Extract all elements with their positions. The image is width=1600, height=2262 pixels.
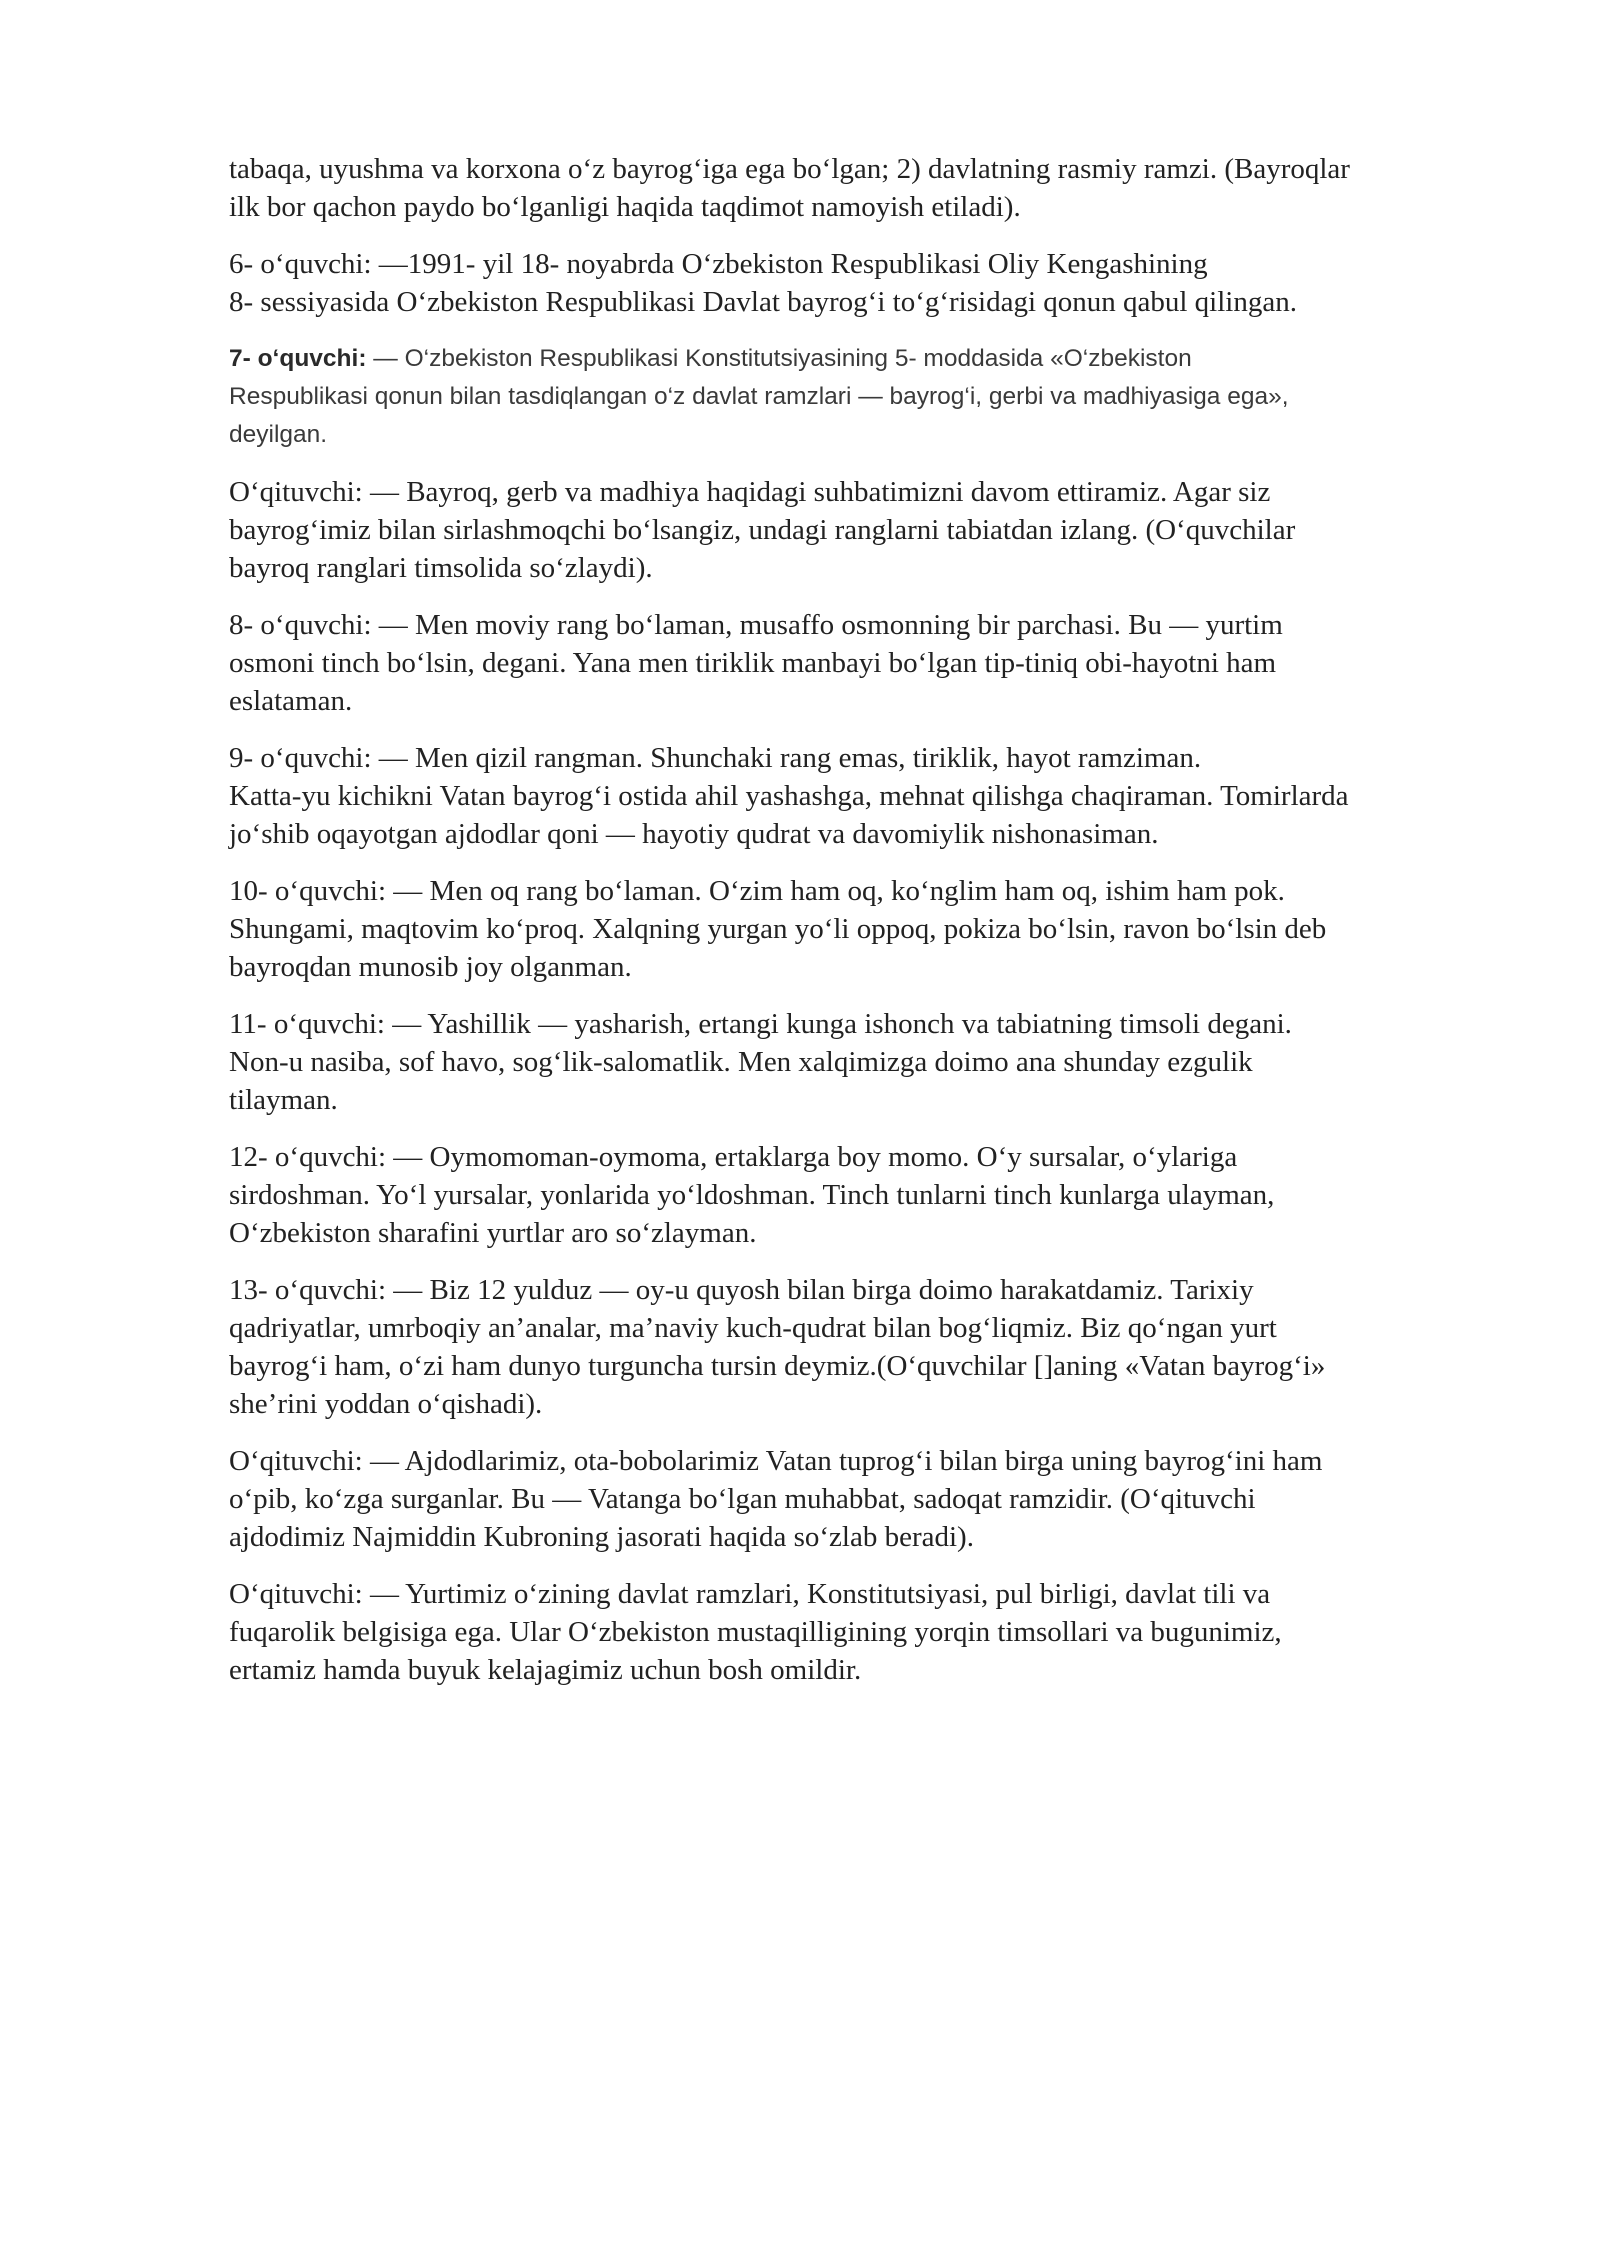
text-line: ilk bor qachon paydo bo‘lganligi haqida taqdimot namoyish etiladi).: [229, 191, 1021, 223]
text-line: ajdodimiz Najmiddin Kubroning jasorati haqida so‘zlab beradi).: [229, 1521, 974, 1553]
text-line: ertamiz hamda buyuk kelajagimiz uchun bosh omildir.: [229, 1654, 862, 1686]
text-line: tilayman.: [229, 1084, 338, 1116]
text-line: 11- o‘quvchi: — Yashillik — yasharish, ertangi kunga ishonch va tabiatning timsoli degani.: [229, 1008, 1292, 1040]
paragraph-9-student: [229, 739, 1499, 853]
text-line: tabaqa, uyushma va korxona o‘z bayrog‘iga ega bo‘lgan; 2) davlatning rasmiy ramzi. (Bayroqlar: [229, 153, 1350, 185]
paragraph-teacher-3: [229, 1575, 1499, 1689]
paragraph-8-student: [229, 606, 1499, 720]
text-line: 13- o‘quvchi: — Biz 12 yulduz — oy-u quyosh bilan birga doimo harakatdamiz. Tarixiy: [229, 1274, 1254, 1306]
document-page: [229, 150, 1499, 1708]
paragraph-6-student: [229, 245, 1499, 321]
text-line: O‘zbekiston sharafini yurtlar aro so‘zlayman.: [229, 1217, 757, 1249]
text-line: 10- o‘quvchi: — Men oq rang bo‘laman. O‘zim ham oq, ko‘nglim ham oq, ishim ham pok.: [229, 875, 1285, 907]
text-line: 9- o‘quvchi: — Men qizil rangman. Shunchaki rang emas, tiriklik, hayot ramziman.: [229, 742, 1202, 774]
text-line: Katta-yu kichikni Vatan bayrog‘i ostida ahil yashashga, mehnat qilishga chaqiraman. Tomirlarda: [229, 780, 1349, 812]
text-fragment: — O‘zbekiston Respublikasi Konstitutsiyasining 5- moddasida «O‘zbekiston: [366, 345, 1192, 372]
paragraph-11-student: [229, 1005, 1499, 1119]
paragraph-teacher-2: [229, 1442, 1499, 1556]
speaker-label: 7- o‘quvchi:: [229, 345, 367, 372]
text-line: Shungami, maqtovim ko‘proq. Xalqning yurgan yo‘li oppoq, pokiza bo‘lsin, ravon bo‘lsin deb: [229, 913, 1327, 945]
text-line: [229, 340, 1499, 378]
paragraph-7-student: [229, 340, 1499, 454]
text-line: Non-u nasiba, sof havo, sog‘lik-salomatlik. Men xalqimizga doimo ana shunday ezgulik: [229, 1046, 1253, 1078]
text-line: Respublikasi qonun bilan tasdiqlangan o‘z davlat ramzlari — bayrog‘i, gerbi va madhiyasiga ega»,: [229, 383, 1289, 410]
text-line: bayroq ranglari timsolida so‘zlaydi).: [229, 552, 653, 584]
text-line: eslataman.: [229, 685, 353, 717]
text-line: bayrog‘i ham, o‘zi ham dunyo turguncha tursin deymiz.(O‘quvchilar []aning «Vatan bayrog‘i»: [229, 1350, 1326, 1382]
text-line: o‘pib, ko‘zga surganlar. Bu — Vatanga bo‘lgan muhabbat, sadoqat ramzidir. (O‘qituvchi: [229, 1483, 1256, 1515]
paragraph-12-student: [229, 1138, 1499, 1252]
text-line: bayroqdan munosib joy olganman.: [229, 951, 632, 983]
text-line: 6- o‘quvchi: —1991- yil 18- noyabrda O‘zbekiston Respublikasi Oliy Kengashining: [229, 248, 1208, 280]
text-line: O‘qituvchi: — Bayroq, gerb va madhiya haqidagi suhbatimizni davom ettiramiz. Agar siz: [229, 476, 1271, 508]
text-line: bayrog‘imiz bilan sirlashmoqchi bo‘lsangiz, undagi ranglarni tabiatdan izlang. (O‘quvchilar: [229, 514, 1296, 546]
text-line: sirdoshman. Yo‘l yursalar, yonlarida yo‘ldoshman. Tinch tunlarni tinch kunlarga ulayman,: [229, 1179, 1275, 1211]
text-line: jo‘shib oqayotgan ajdodlar qoni — hayotiy qudrat va davomiylik nishonasiman.: [229, 818, 1159, 850]
text-line: fuqarolik belgisiga ega. Ular O‘zbekiston mustaqilligining yorqin timsollari va bugunimiz,: [229, 1616, 1282, 1648]
text-line: O‘qituvchi: — Ajdodlarimiz, ota-bobolarimiz Vatan tuprog‘i bilan birga uning bayrog‘ini ham: [229, 1445, 1323, 1477]
paragraph-10-student: [229, 872, 1499, 986]
text-line: 12- o‘quvchi: — Oymomoman-oymoma, ertaklarga boy momo. O‘y sursalar, o‘ylariga: [229, 1141, 1238, 1173]
text-line: 8- o‘quvchi: — Men moviy rang bo‘laman, musaffo osmonning bir parchasi. Bu — yurtim: [229, 609, 1283, 641]
paragraph-13-student: [229, 1271, 1499, 1423]
text-line: deyilgan.: [229, 421, 328, 448]
paragraph-teacher-1: [229, 473, 1499, 587]
text-line: osmoni tinch bo‘lsin, degani. Yana men tiriklik manbayi bo‘lgan tip-tiniq obi-hayotni ham: [229, 647, 1277, 679]
text-line: 8- sessiyasida O‘zbekiston Respublikasi Davlat bayrog‘i to‘g‘risidagi qonun qabul qilingan.: [229, 286, 1297, 318]
paragraph-1: [229, 150, 1499, 226]
text-line: she’rini yoddan o‘qishadi).: [229, 1388, 543, 1420]
text-line: O‘qituvchi: — Yurtimiz o‘zining davlat ramzlari, Konstitutsiyasi, pul birligi, davlat tili va: [229, 1578, 1271, 1610]
text-line: qadriyatlar, umrboqiy an’analar, ma’naviy kuch-qudrat bilan bog‘liqmiz. Biz qo‘ngan yurt: [229, 1312, 1277, 1344]
